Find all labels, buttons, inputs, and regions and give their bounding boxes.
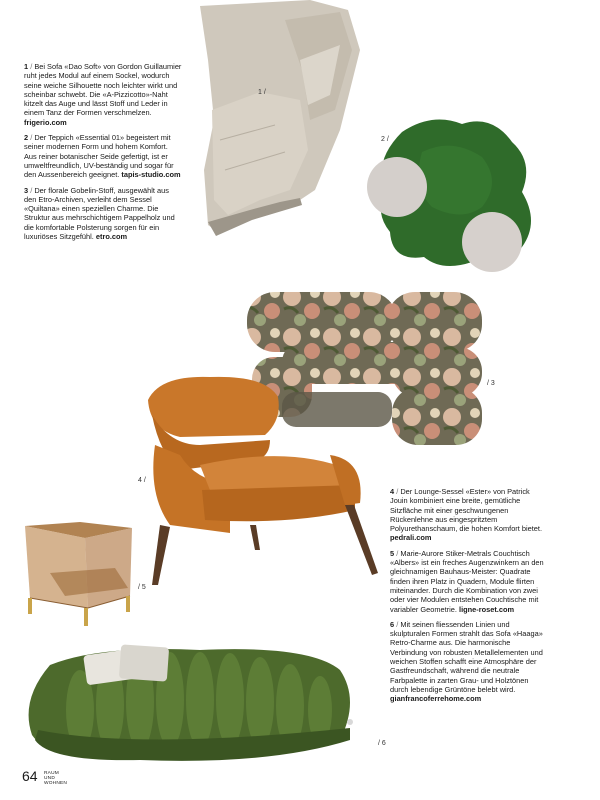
entry-number: 1 (24, 62, 29, 71)
entry-link[interactable]: frigerio.com (24, 117, 67, 127)
marker-5: / 5 (138, 584, 146, 591)
entry-link[interactable]: ligne-roset.com (459, 604, 515, 614)
entry-link[interactable]: pedrali.com (390, 533, 432, 543)
marker-2: 2 / (381, 136, 389, 143)
sofa-dao-soft-image (190, 0, 370, 240)
separator: / (396, 548, 399, 558)
separator: / (30, 62, 33, 71)
entry-text: Bei Sofa «Dao Soft» von Gordon Guillaumier ruht jedes Modul auf einem Sockel, wodurch seine weiche Silhouette noch leichter wirkt und scheinbar schwebt. Die «A-Pizzicotto»-Naht kitzelt das Auge und lässt Stoff und Leder in einem Tanz der Formen verschmelzen. (24, 62, 182, 118)
separator: / (30, 185, 33, 195)
entry-number: 6 (390, 619, 395, 629)
magazine-line-1: RAUM UND (44, 771, 59, 781)
entry-number: 5 (390, 548, 395, 558)
separator: / (396, 487, 399, 496)
marker-6: / 6 (378, 740, 386, 747)
separator: / (30, 133, 33, 143)
entry-1 (24, 62, 182, 127)
magazine-name (44, 771, 67, 786)
entry-2 (24, 133, 182, 179)
armchair-ester-image (140, 375, 390, 590)
entry-text: Mit seinen fliessenden Linien und skulpturalen Formen strahlt das Sofa «Haaga» Retro-Charme aus. Die harmonische Verbindung von robusten Metallelementen und weichen Stoffen schafft eine Atmosphäre der Gastfreundschaft, während die neutrale Farbpalette in zarten Grau- und Holztönen durch lebendige Grüntöne belebt wird. (390, 619, 543, 694)
coffee-table-albers-image (20, 518, 138, 628)
marker-4: 4 / (138, 477, 146, 484)
text-column-left (24, 62, 182, 247)
entry-5 (390, 549, 546, 614)
entry-text: Der Teppich «Essential 01» begeistert mit seiner modernen Form und hohem Komfort. Aus reiner botanischer Seide gefertigt, ist er umweltfreundlich, UV-beständig und sogar für den Aussenbereich geeignet. (24, 133, 174, 180)
entry-6 (390, 620, 546, 704)
sofa-haaga-image (20, 640, 380, 768)
separator: / (396, 619, 399, 629)
entry-link[interactable]: tapis-studio.com (121, 170, 181, 180)
marker-1: 1 / (258, 89, 266, 96)
marker-3: / 3 (487, 380, 495, 387)
entry-3 (24, 186, 182, 242)
entry-number: 2 (24, 133, 29, 143)
entry-link[interactable]: etro.com (95, 232, 128, 242)
entry-link[interactable]: gianfrancoferrehome.com (390, 694, 482, 704)
entry-text: Marie-Aurore Stiker-Metrals Couchtisch «Albers» ist ein freches Augenzwinkern an den gleichnamigen Bauhaus-Meister: Quadrate finden ihren Platz in Quadern, Module flirten miteinander. Durch die Kombination von zwei oder vier Modulen entstehen Couchtische mit variabler Geometrie. (390, 548, 544, 614)
entry-text: Der Lounge-Sessel «Ester» von Patrick Jouin kombiniert eine breite, gemütliche Sitzfläche mit einer geschwungenen Rückenlehne aus eingespritztem Polyurethanschaum, die hohen Komfort bietet. (390, 487, 543, 534)
rug-essential-image (362, 112, 542, 272)
entry-text: Der florale Gobelin-Stoff, ausgewählt aus den Etro-Archiven, verleiht dem Sessel «Quiltana» einen speziellen Charme. Die Struktur aus mehrschichtigem Pappelholz und die komfortable Polsterung sorgen für ein luxuriöses Sitzgefühl. (24, 185, 175, 242)
entry-number: 3 (24, 185, 29, 195)
page-number: 64 (22, 768, 38, 784)
magazine-line-2: WOHNEN (44, 781, 68, 786)
entry-number: 4 (390, 487, 395, 496)
text-column-right (390, 487, 546, 710)
entry-4 (390, 487, 546, 543)
